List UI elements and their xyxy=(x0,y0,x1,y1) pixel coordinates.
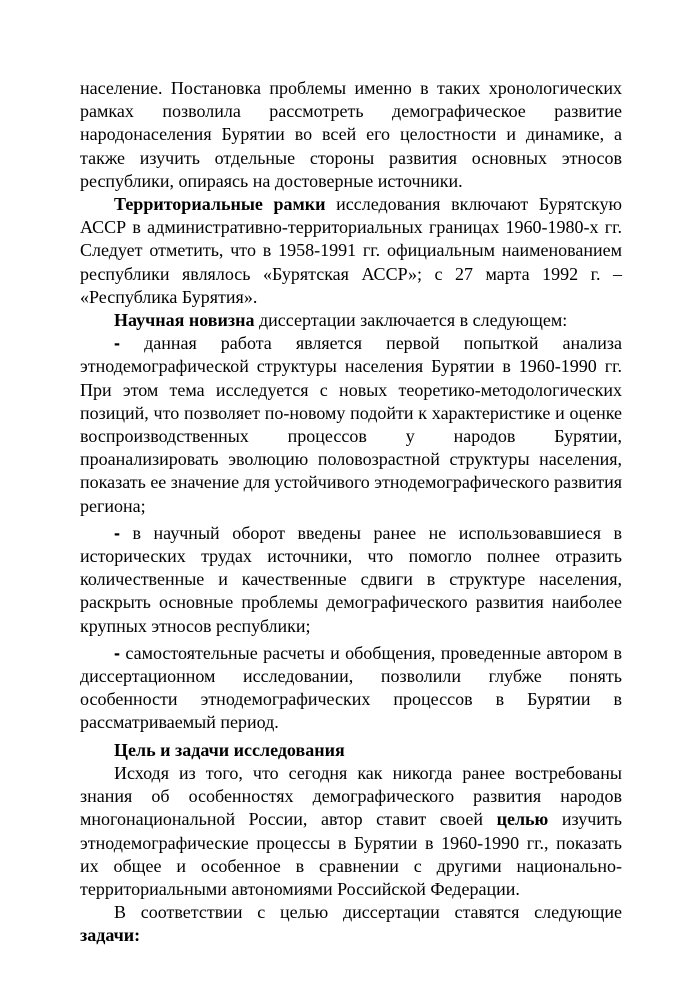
section-heading-text: Цель и задачи исследования xyxy=(114,739,345,760)
section-heading xyxy=(80,739,622,762)
dash-marker: - xyxy=(114,642,120,663)
paragraph-text: диссертации заключается в следующем: xyxy=(254,310,568,331)
paragraph-goal xyxy=(80,762,622,901)
paragraph-text: исследования включают Бурятскую АССР в административно-территориальных границах 1960-1980-х гг. Следует отметить, что в 1958-1991 гг. официальным наименованием республики являлось «Бурятская АССР»; с 27 марта 1992 г. – «Республика Бурятия». xyxy=(80,194,622,307)
item-text: самостоятельные расчеты и обобщения, проведенные автором в диссертационном исследовании, позволили глубже понять особенности этнодемографических процессов в Бурятии в рассматриваемый период. xyxy=(80,642,622,733)
paragraph-text: изучить этнодемографические процессы в Бурятии в 1960-1990 гг., показать их общее и особенное в сравнении с другими национально-территориальными автономиями Российской Федерации. xyxy=(80,809,622,899)
paragraph-text: В соответствии с целью диссертации ставятся следующие xyxy=(114,902,622,923)
dash-marker: - xyxy=(114,522,120,543)
dash-marker: - xyxy=(114,333,120,354)
novelty-item-1 xyxy=(80,332,622,518)
paragraph-scientific-novelty xyxy=(80,309,622,332)
paragraph-text: население. Постановка проблемы именно в таких хронологических рамках позволила рассмотреть демографическое развитие народонаселения Бурятии во всей его целостности и динамике, а также изучить отдельные стороны развития основных этносов республики, опираясь на достоверные источники. xyxy=(80,78,622,191)
term-goal: целью xyxy=(496,809,549,830)
paragraph-territorial-scope xyxy=(80,193,622,309)
novelty-item-3 xyxy=(80,642,622,735)
novelty-item-2 xyxy=(80,522,622,638)
paragraph-text: Исходя из того, что сегодня как никогда ранее востребованы знания об особенностях демографического развития народов многонациональной России, автор ставит своей xyxy=(80,762,622,830)
term-territorial-scope: Территориальные рамки xyxy=(114,194,326,215)
item-text: данная работа является первой попыткой анализа этнодемографической структуры населения Бурятии в 1960-1990 гг. При этом тема исследуется с новых теоретико-методологических позиций, что позволяет по-новому подойти к характеристике и оценке воспроизводственных процессов у народов Бурятии, проанализировать эволюцию половозрастной структуры населения, показать ее значение для устойчивого этнодемографического развития региона; xyxy=(80,333,622,516)
paragraph-chronology xyxy=(80,77,622,193)
term-scientific-novelty: Научная новизна xyxy=(114,310,255,331)
item-text: в научный оборот введены ранее не использовавшиеся в исторических трудах источники, что помогло полнее отразить количественные и качественные сдвиги в структуре населения, раскрыть основные проблемы демографического развития наиболее крупных этносов республики; xyxy=(80,522,622,636)
paragraph-tasks xyxy=(80,901,622,947)
term-tasks: задачи: xyxy=(80,925,141,946)
